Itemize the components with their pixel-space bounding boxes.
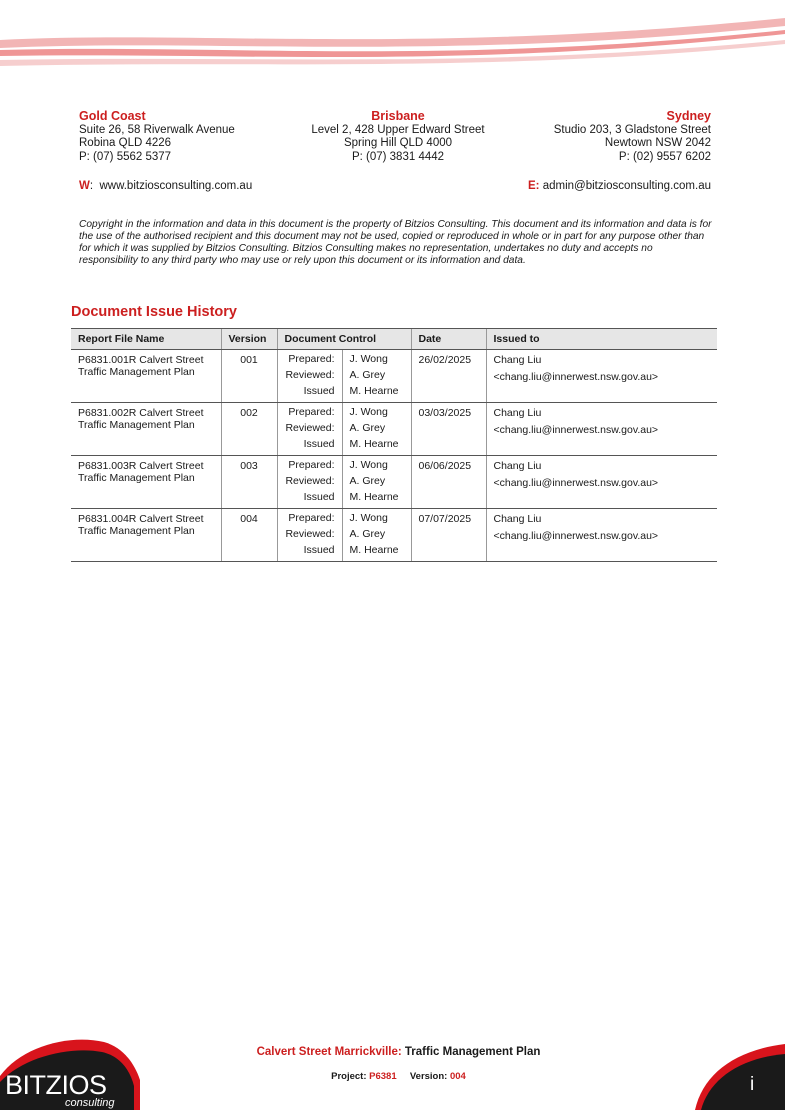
control-names-cell: J. Wong A. Grey M. Hearne [342, 509, 411, 562]
copyright-notice: Copyright in the information and data in this document is the property of Bitzios Consulting. This document and its information and data is for the use of the authorised recipient and this document may not be used, copied or reproduced in whole or in part for any purpose other than for which it was supplied by Bitzios Consulting. Bitzios Consulting makes no representation, undertakes no duty and accepts no responsibility to any third party who may use or rely upon this document or its information and data. [79, 219, 712, 266]
website-link[interactable]: www.bitziosconsulting.com.au [99, 180, 253, 192]
table-row [71, 456, 717, 509]
report-file-name-cell: P6831.004R Calvert Street Traffic Management Plan [71, 509, 221, 562]
office-phone: P: (07) 3831 4442 [351, 150, 445, 163]
office-address-line: Robina QLD 4226 [79, 137, 172, 150]
logo-wordmark: BITZIOS [5, 1070, 107, 1100]
date-cell: 03/03/2025 [411, 403, 486, 456]
column-header: Report File Name [71, 329, 221, 350]
office-address-line: Level 2, 428 Upper Edward Street [311, 123, 485, 136]
office-phone: P: (02) 9557 6202 [618, 150, 711, 163]
control-labels-cell: Prepared: Reviewed: Issued [277, 403, 342, 456]
version-cell: 003 [221, 456, 277, 509]
column-header: Document Control [277, 329, 411, 350]
table-row [71, 509, 717, 562]
bitzios-logo [0, 1034, 140, 1110]
report-file-name-cell: P6831.001R Calvert Street Traffic Management Plan [71, 350, 221, 403]
section-title: Document Issue History [71, 304, 237, 320]
date-cell: 07/07/2025 [411, 509, 486, 562]
control-names-cell: J. Wong A. Grey M. Hearne [342, 456, 411, 509]
version-cell: 004 [221, 509, 277, 562]
control-labels-cell: Prepared: Reviewed: Issued [277, 456, 342, 509]
office-phone: P: (07) 5562 5377 [79, 150, 172, 163]
email-label: E: [528, 180, 540, 192]
website-label: W [79, 180, 90, 192]
issued-to-cell: Chang Liu <chang.liu@innerwest.nsw.gov.au> [486, 403, 717, 456]
control-names-cell: J. Wong A. Grey M. Hearne [342, 350, 411, 403]
office-city: Brisbane [371, 109, 425, 123]
office-brisbane [308, 109, 488, 164]
report-file-name-cell: P6831.002R Calvert Street Traffic Management Plan [71, 403, 221, 456]
column-header: Version [221, 329, 277, 350]
table-header-row [71, 329, 717, 350]
report-file-name-cell: P6831.003R Calvert Street Traffic Management Plan [71, 456, 221, 509]
issued-to-cell: Chang Liu <chang.liu@innerwest.nsw.gov.au> [486, 509, 717, 562]
version-cell: 002 [221, 403, 277, 456]
header-swoosh [0, 0, 785, 80]
table-row [71, 350, 717, 403]
email-line [528, 180, 711, 192]
logo-subtitle: consulting [65, 1097, 115, 1109]
issued-to-cell: Chang Liu <chang.liu@innerwest.nsw.gov.au> [486, 350, 717, 403]
date-cell: 26/02/2025 [411, 350, 486, 403]
issue-history-table [71, 328, 717, 562]
office-address-line: Newtown NSW 2042 [604, 137, 711, 150]
column-header: Issued to [486, 329, 717, 350]
page-number: i [750, 1074, 755, 1095]
office-city: Gold Coast [79, 109, 146, 123]
office-address-line: Spring Hill QLD 4000 [343, 137, 453, 150]
office-city: Sydney [666, 109, 711, 123]
footer-document-title: Calvert Street Marrickville: Traffic Management Plan [256, 1046, 541, 1058]
date-cell: 06/06/2025 [411, 456, 486, 509]
office-address-line: Studio 203, 3 Gladstone Street [553, 123, 711, 136]
issued-to-cell: Chang Liu <chang.liu@innerwest.nsw.gov.au> [486, 456, 717, 509]
control-labels-cell: Prepared: Reviewed: Issued [277, 350, 342, 403]
control-labels-cell: Prepared: Reviewed: Issued [277, 509, 342, 562]
website-line: W: www.bitziosconsulting.com.au [79, 180, 253, 192]
table-row [71, 403, 717, 456]
office-sydney [554, 109, 711, 164]
column-header: Date [411, 329, 486, 350]
office-addresses [79, 109, 711, 169]
email-link[interactable]: admin@bitziosconsulting.com.au [542, 180, 711, 192]
page-corner-tab [695, 1044, 785, 1110]
control-names-cell: J. Wong A. Grey M. Hearne [342, 403, 411, 456]
version-cell: 001 [221, 350, 277, 403]
office-gold-coast [79, 109, 235, 164]
office-address-line: Suite 26, 58 Riverwalk Avenue [79, 123, 235, 136]
footer-project-info: Project: P6381 Version: 004 [331, 1071, 466, 1082]
